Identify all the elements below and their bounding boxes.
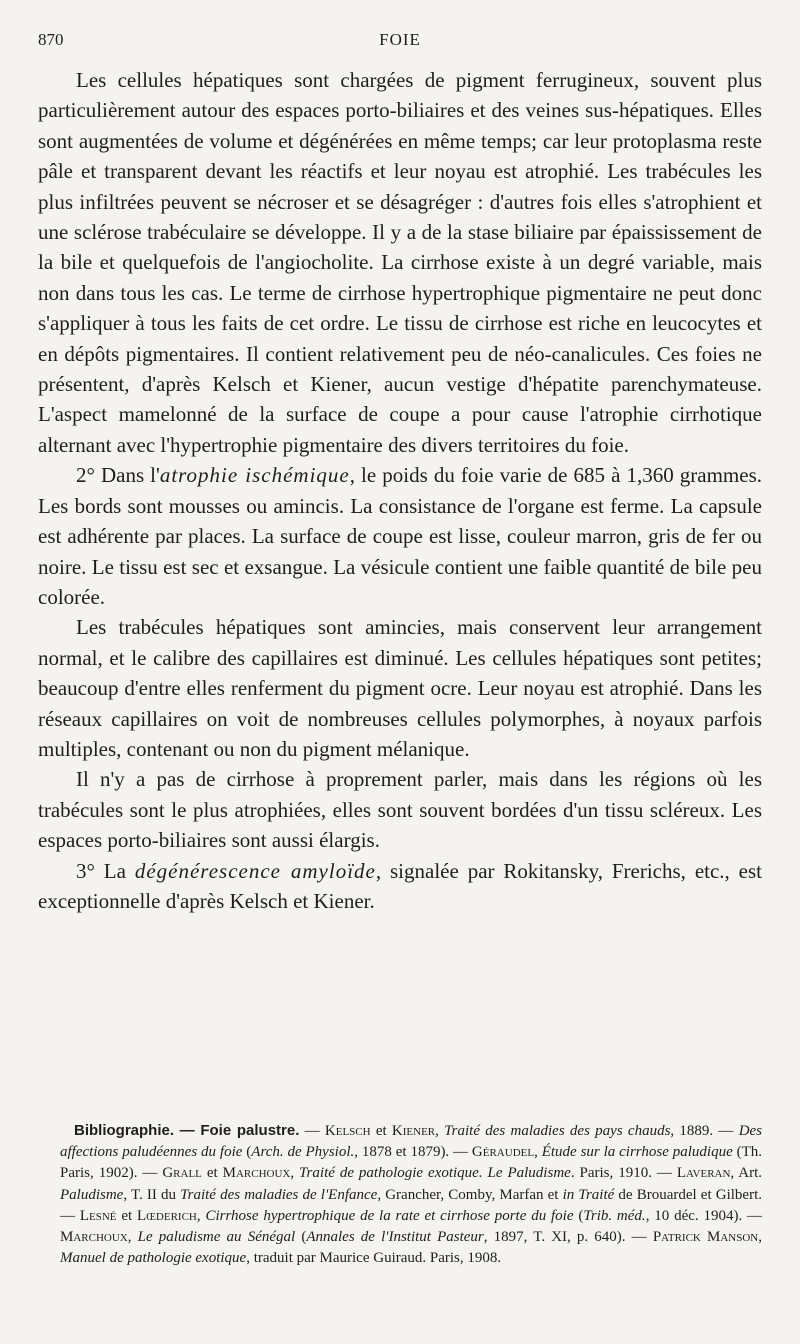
main-text <box>38 65 762 916</box>
reference-text: ( <box>242 1144 252 1161</box>
reference-title: in Traité <box>562 1186 615 1203</box>
author-name: Marchoux <box>60 1229 128 1246</box>
reference-title: Cirrhose hypertrophique de la rate et cirrhose porte du foie <box>205 1207 574 1224</box>
reference-text: , <box>435 1123 445 1139</box>
reference-text: , 1878 et 1879). — <box>354 1144 472 1161</box>
reference-title: Des affections paludéennes du foie <box>60 1123 763 1161</box>
reference-text: , 1897, T. XI, p. 640). — <box>483 1229 653 1246</box>
reference-text: , T. II du <box>123 1186 181 1203</box>
term-atrophie-ischemique: atrophie ischémique <box>159 463 350 488</box>
author-name: Patrick Manson <box>652 1229 759 1246</box>
reference-title: Annales de l'Institut Pasteur <box>306 1229 484 1246</box>
paragraph-prefix: 3° La <box>76 858 135 883</box>
author-name: Lœderich <box>136 1207 197 1224</box>
reference-text: , <box>196 1207 206 1224</box>
term-degenerescence-amyloide: dégénérescence amyloïde <box>134 858 376 883</box>
paragraph-prefix: 2° Dans l' <box>76 463 160 488</box>
paragraph-body: , signalée par Rokitansky, Frerichs, etc., est exceptionnelle d'après Kelsch et Kiener. <box>38 858 763 913</box>
reference-text: ( <box>573 1207 584 1224</box>
reference-text: , 1889. — <box>670 1123 739 1139</box>
bibliography-paragraph <box>60 1120 762 1269</box>
author-name: Marchoux <box>222 1165 291 1182</box>
paragraph-no-cirrhosis: Il n'y a pas de cirrhose à proprement parler, mais dans les régions où les trabécules sont le plus atrophiées, elles sont souvent bordées d'un tissu scléreux. Les espaces porto-biliaires sont aussi élargis. <box>38 767 762 853</box>
page-header <box>38 30 762 56</box>
paragraph-amyloid <box>38 856 762 917</box>
reference-text: et <box>370 1123 392 1139</box>
paragraph-ischemic-atrophy <box>38 460 762 612</box>
reference-text: , <box>758 1229 762 1246</box>
bibliography-references <box>60 1123 762 1266</box>
reference-text: — <box>299 1123 325 1139</box>
reference-text: et <box>116 1207 137 1224</box>
page-number: 870 <box>38 30 64 49</box>
reference-text: , <box>534 1144 542 1161</box>
reference-title: Arch. de Physiol. <box>251 1144 355 1161</box>
reference-title: Traité de pathologie exotique. Le Paludisme <box>299 1165 571 1182</box>
reference-text: (Th. Paris, 1902). — <box>60 1144 763 1182</box>
author-name: Grall <box>162 1165 202 1182</box>
reference-title: Étude sur la cirrhose paludique <box>541 1144 733 1161</box>
reference-text: , <box>127 1229 138 1246</box>
reference-text: de Brouardel et Gilbert. — <box>60 1186 763 1224</box>
reference-text: , Art. <box>730 1165 763 1182</box>
bibliography <box>60 1120 762 1269</box>
paragraph-pigment-cells: Les cellules hépatiques sont chargées de pigment ferrugineux, souvent plus particulièrement autour des espaces porto-biliaires et des veines sus-hépatiques. Elles sont augmentées de volume et dégénérées en même temps; car leur protoplasma reste pâle et transparent devant les réactifs et leur noyau est atrophié. Les trabécules les plus infiltrées peuvent se nécroser et se désagréger : d'autres fois elles s'atrophient et une sclérose trabéculaire se développe. Il y a de la stase biliaire par épaississement de la bile et quelquefois de l'angiocholite. La cirrhose existe à un degré variable, mais non dans tous les cas. Le terme de cirrhose hypertrophique pigmentaire ne peut donc s'appliquer à tous les faits de cet ordre. Le tissu de cirrhose est riche en leucocytes et en dépôts pigmentaires. Il contient relativement peu de néo-canalicules. Ces foies ne présentent, d'après Kelsch et Kiener, aucun vestige d'hépatite parenchymateuse. L'aspect mamelonné de la surface de coupe a pour cause l'atrophie cirrhotique alternant avec l'hypertrophie pigmentaire des divers territoires du foie. <box>38 68 762 457</box>
reference-text: et <box>201 1165 223 1182</box>
reference-text: , <box>290 1165 300 1182</box>
author-name: Kiener <box>391 1123 436 1139</box>
reference-text: , 10 déc. 1904). — <box>645 1207 763 1224</box>
paragraph-body: , le poids du foie varie de 685 à 1,360 grammes. Les bords sont mousses ou amincis. La consistance de l'organe est ferme. La capsule est adhérente par places. La surface de coupe est lisse, couleur marron, gris de fer ou noire. Le tissu est sec et exsangue. La vésicule contient une faible quantité de bile peu colorée. <box>38 463 762 609</box>
author-name: Géraudel <box>471 1144 535 1161</box>
bibliography-heading: Bibliographie. — Foie palustre. <box>74 1122 300 1139</box>
reference-title: Traité des maladies des pays chauds <box>444 1123 671 1139</box>
author-name: Kelsch <box>324 1123 371 1139</box>
paragraph-trabecules: Les trabécules hépatiques sont amincies, mais conservent leur arrangement normal, et le calibre des capillaires est diminué. Les cellules hépatiques sont petites; beaucoup d'entre elles renferment du pigment ocre. Leur noyau est atrophié. Dans les réseaux capillaires on voit de nombreuses cellules polymorphes, à noyaux parfois multiples, contenant ou non du pigment mélanique. <box>38 615 762 761</box>
reference-title: Paludisme <box>60 1186 124 1203</box>
reference-text: , traduit par Maurice Guiraud. Paris, 1908. <box>246 1250 502 1267</box>
running-title: FOIE <box>379 30 421 49</box>
author-name: Lesné <box>79 1207 117 1224</box>
reference-text: ( <box>295 1229 307 1246</box>
reference-title: Manuel de pathologie exotique <box>60 1250 247 1267</box>
reference-title: Traité des maladies de l'Enfance <box>180 1186 378 1203</box>
reference-text: . Paris, 1910. — <box>570 1165 677 1182</box>
reference-title: Le paludisme au Sénégal <box>137 1229 296 1246</box>
author-name: Laveran <box>676 1165 731 1182</box>
reference-text: , Grancher, Comby, Marfan et <box>377 1186 563 1203</box>
reference-title: Trib. méd. <box>583 1207 646 1224</box>
